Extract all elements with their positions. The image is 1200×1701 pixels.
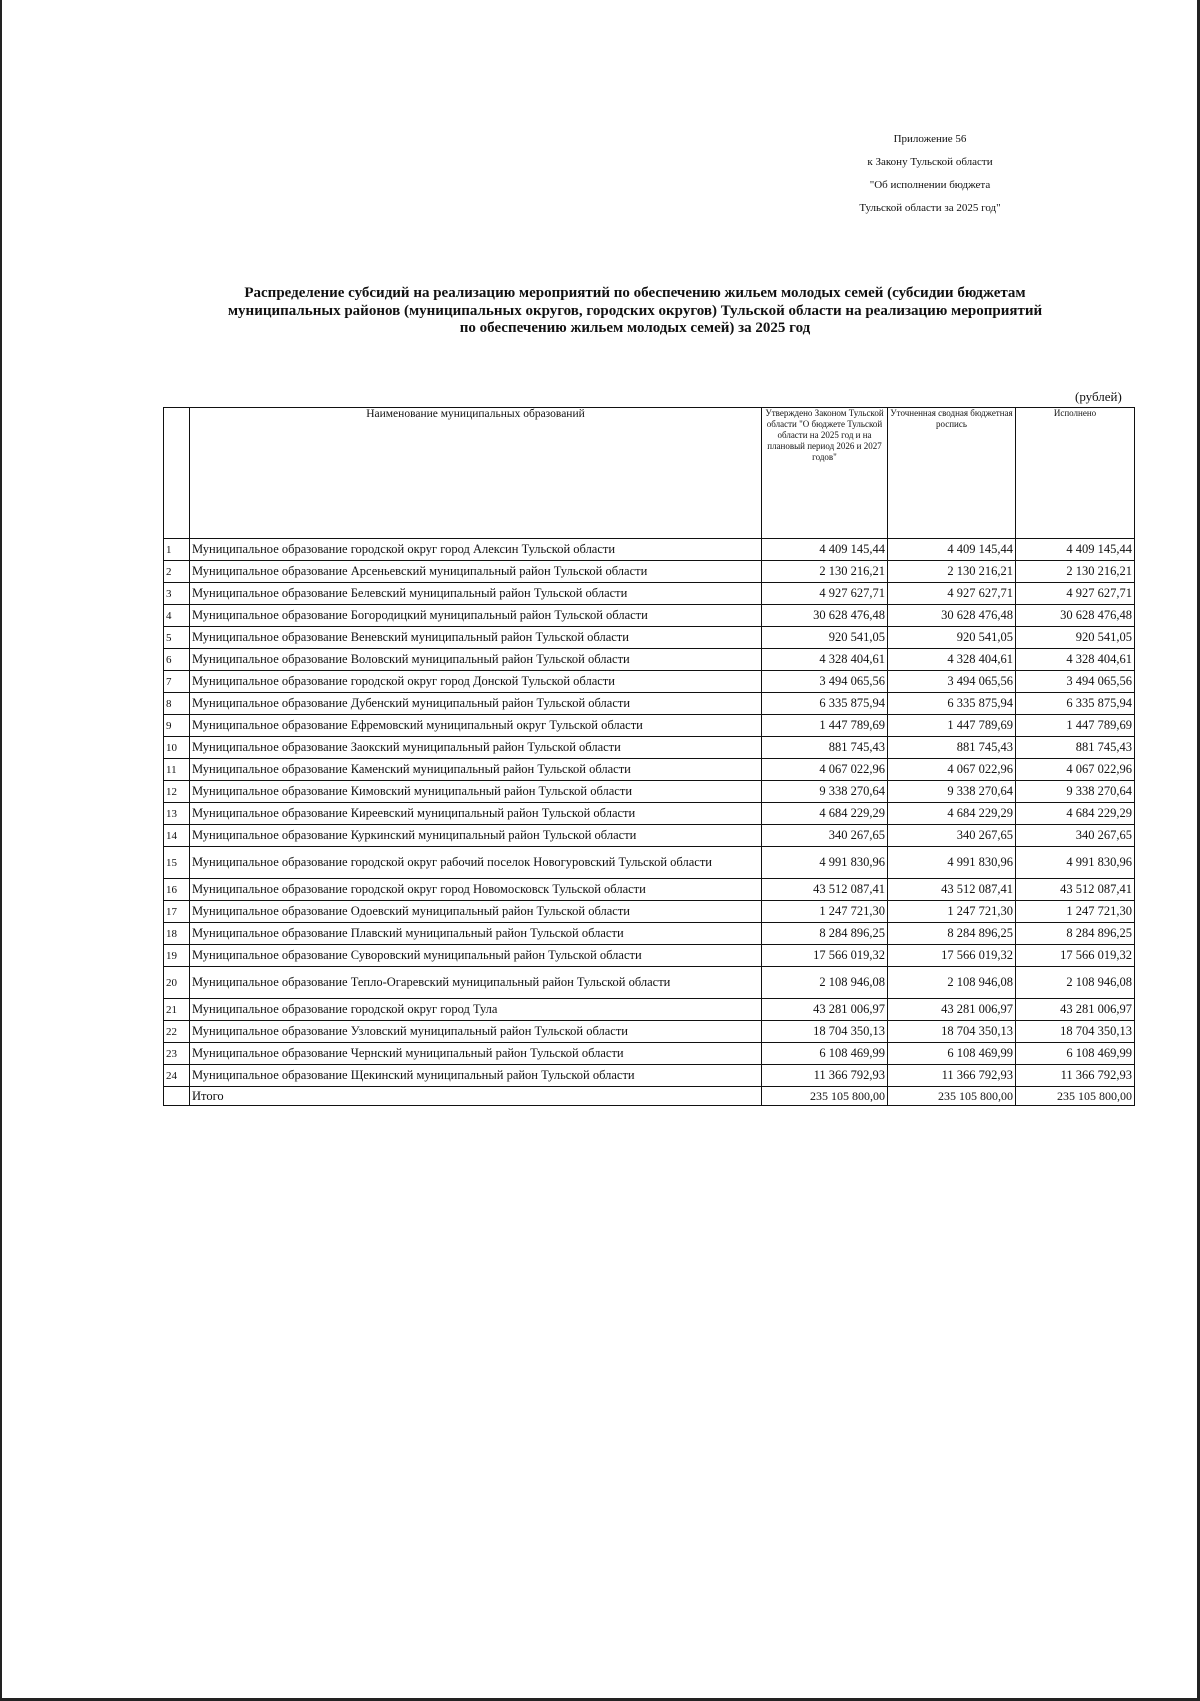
appendix-line: "Об исполнении бюджета [869, 179, 991, 191]
refined-amount: 4 067 022,96 [888, 759, 1016, 781]
table-row [164, 1021, 1135, 1043]
row-number: 17 [164, 901, 190, 923]
approved-amount: 18 704 350,13 [762, 1021, 888, 1043]
executed-amount: 6 108 469,99 [1016, 1043, 1135, 1065]
total-refined: 235 105 800,00 [888, 1087, 1016, 1106]
municipality-name: Муниципальное образование Ефремовский муниципальный округ Тульской области [190, 715, 762, 737]
municipality-name: Муниципальное образование Воловский муниципальный район Тульской области [190, 649, 762, 671]
row-number: 5 [164, 627, 190, 649]
header-approved: Утверждено Законом Тульской области "О бюджете Тульской области на 2025 год и на плановый период 2026 и 2027 годов" [762, 408, 888, 539]
appendix-line: Тульской области за 2025 год" [859, 202, 1001, 214]
refined-amount: 4 927 627,71 [888, 583, 1016, 605]
row-number: 9 [164, 715, 190, 737]
row-number: 19 [164, 945, 190, 967]
table-row [164, 901, 1135, 923]
approved-amount: 2 108 946,08 [762, 967, 888, 999]
approved-amount: 1 447 789,69 [762, 715, 888, 737]
row-number: 14 [164, 825, 190, 847]
executed-amount: 9 338 270,64 [1016, 781, 1135, 803]
title-line: по обеспечению жильем молодых семей) за 2025 год [459, 320, 811, 336]
executed-amount: 6 335 875,94 [1016, 693, 1135, 715]
header-executed: Исполнено [1016, 408, 1135, 539]
table-row [164, 671, 1135, 693]
row-number: 10 [164, 737, 190, 759]
approved-amount: 4 684 229,29 [762, 803, 888, 825]
approved-amount: 17 566 019,32 [762, 945, 888, 967]
approved-amount: 4 067 022,96 [762, 759, 888, 781]
executed-amount: 43 512 087,41 [1016, 879, 1135, 901]
executed-amount: 4 067 022,96 [1016, 759, 1135, 781]
refined-amount: 18 704 350,13 [888, 1021, 1016, 1043]
title-line: муниципальных районов (муниципальных округов, городских округов) Тульской области на реализацию мероприятий [227, 302, 1043, 319]
municipality-name: Муниципальное образование городской округ город Новомосковск Тульской области [190, 879, 762, 901]
row-number: 18 [164, 923, 190, 945]
municipality-name: Муниципальное образование городской округ город Тула [190, 999, 762, 1021]
municipality-name: Муниципальное образование городской округ город Донской Тульской области [190, 671, 762, 693]
table-row [164, 967, 1135, 999]
approved-amount: 6 335 875,94 [762, 693, 888, 715]
row-number: 15 [164, 847, 190, 879]
header-number [164, 408, 190, 539]
table-row [164, 649, 1135, 671]
table-row [164, 759, 1135, 781]
total-row [164, 1087, 1135, 1106]
refined-amount: 17 566 019,32 [888, 945, 1016, 967]
executed-amount: 1 247 721,30 [1016, 901, 1135, 923]
table-row [164, 781, 1135, 803]
row-number: 24 [164, 1065, 190, 1087]
executed-amount: 2 130 216,21 [1016, 561, 1135, 583]
total-approved: 235 105 800,00 [762, 1087, 888, 1106]
refined-amount: 881 745,43 [888, 737, 1016, 759]
municipality-name: Муниципальное образование Заокский муниципальный район Тульской области [190, 737, 762, 759]
row-number: 8 [164, 693, 190, 715]
refined-amount: 920 541,05 [888, 627, 1016, 649]
approved-amount: 2 130 216,21 [762, 561, 888, 583]
table-header-row [164, 408, 1135, 539]
table-row [164, 539, 1135, 561]
refined-amount: 2 108 946,08 [888, 967, 1016, 999]
refined-amount: 2 130 216,21 [888, 561, 1016, 583]
header-name: Наименование муниципальных образований [190, 408, 762, 539]
executed-amount: 17 566 019,32 [1016, 945, 1135, 967]
municipality-name: Муниципальное образование городской округ город Алексин Тульской области [190, 539, 762, 561]
executed-amount: 18 704 350,13 [1016, 1021, 1135, 1043]
approved-amount: 6 108 469,99 [762, 1043, 888, 1065]
municipality-name: Муниципальное образование Каменский муниципальный район Тульской области [190, 759, 762, 781]
table-row [164, 693, 1135, 715]
currency-unit: (рублей) [1075, 389, 1122, 404]
refined-amount: 30 628 476,48 [888, 605, 1016, 627]
approved-amount: 340 267,65 [762, 825, 888, 847]
executed-amount: 11 366 792,93 [1016, 1065, 1135, 1087]
document-title [150, 285, 1120, 338]
row-number: 1 [164, 539, 190, 561]
approved-amount: 4 927 627,71 [762, 583, 888, 605]
executed-amount: 4 991 830,96 [1016, 847, 1135, 879]
refined-amount: 1 247 721,30 [888, 901, 1016, 923]
table-row [164, 1043, 1135, 1065]
refined-amount: 4 991 830,96 [888, 847, 1016, 879]
subsidy-table [163, 407, 1135, 1106]
executed-amount: 920 541,05 [1016, 627, 1135, 649]
executed-amount: 340 267,65 [1016, 825, 1135, 847]
executed-amount: 30 628 476,48 [1016, 605, 1135, 627]
table-row [164, 627, 1135, 649]
municipality-name: Муниципальное образование Чернский муниципальный район Тульской области [190, 1043, 762, 1065]
municipality-name: Муниципальное образование Одоевский муниципальный район Тульской области [190, 901, 762, 923]
municipality-name: Муниципальное образование Узловский муниципальный район Тульской области [190, 1021, 762, 1043]
scan-edge-left [0, 0, 2, 1701]
row-number: 6 [164, 649, 190, 671]
approved-amount: 4 409 145,44 [762, 539, 888, 561]
table-row [164, 803, 1135, 825]
table-row [164, 561, 1135, 583]
approved-amount: 43 281 006,97 [762, 999, 888, 1021]
table-row [164, 737, 1135, 759]
approved-amount: 11 366 792,93 [762, 1065, 888, 1087]
row-number: 7 [164, 671, 190, 693]
municipality-name: Муниципальное образование Арсеньевский муниципальный район Тульской области [190, 561, 762, 583]
row-number: 20 [164, 967, 190, 999]
row-number: 13 [164, 803, 190, 825]
table-row [164, 847, 1135, 879]
approved-amount: 4 328 404,61 [762, 649, 888, 671]
refined-amount: 11 366 792,93 [888, 1065, 1016, 1087]
row-number: 11 [164, 759, 190, 781]
municipality-name: Муниципальное образование Тепло-Огаревский муниципальный район Тульской области [190, 967, 762, 999]
refined-amount: 43 512 087,41 [888, 879, 1016, 901]
refined-amount: 8 284 896,25 [888, 923, 1016, 945]
executed-amount: 1 447 789,69 [1016, 715, 1135, 737]
row-number: 4 [164, 605, 190, 627]
municipality-name: Муниципальное образование Кимовский муниципальный район Тульской области [190, 781, 762, 803]
header-refined: Уточненная сводная бюджетная роспись [888, 408, 1016, 539]
row-number: 21 [164, 999, 190, 1021]
municipality-name: Муниципальное образование Белевский муниципальный район Тульской области [190, 583, 762, 605]
table-row [164, 825, 1135, 847]
refined-amount: 3 494 065,56 [888, 671, 1016, 693]
municipality-name: Муниципальное образование Дубенский муниципальный район Тульской области [190, 693, 762, 715]
municipality-name: Муниципальное образование Куркинский муниципальный район Тульской области [190, 825, 762, 847]
refined-amount: 6 108 469,99 [888, 1043, 1016, 1065]
approved-amount: 920 541,05 [762, 627, 888, 649]
approved-amount: 8 284 896,25 [762, 923, 888, 945]
executed-amount: 4 328 404,61 [1016, 649, 1135, 671]
refined-amount: 6 335 875,94 [888, 693, 1016, 715]
municipality-name: Муниципальное образование Суворовский муниципальный район Тульской области [190, 945, 762, 967]
total-number-cell [164, 1087, 190, 1106]
table-row [164, 605, 1135, 627]
executed-amount: 881 745,43 [1016, 737, 1135, 759]
row-number: 3 [164, 583, 190, 605]
municipality-name: Муниципальное образование Щекинский муниципальный район Тульской области [190, 1065, 762, 1087]
executed-amount: 43 281 006,97 [1016, 999, 1135, 1021]
approved-amount: 881 745,43 [762, 737, 888, 759]
approved-amount: 43 512 087,41 [762, 879, 888, 901]
table-row [164, 945, 1135, 967]
executed-amount: 3 494 065,56 [1016, 671, 1135, 693]
refined-amount: 1 447 789,69 [888, 715, 1016, 737]
total-executed: 235 105 800,00 [1016, 1087, 1135, 1106]
total-label: Итого [190, 1087, 762, 1106]
refined-amount: 43 281 006,97 [888, 999, 1016, 1021]
municipality-name: Муниципальное образование Веневский муниципальный район Тульской области [190, 627, 762, 649]
executed-amount: 4 684 229,29 [1016, 803, 1135, 825]
municipality-name: Муниципальное образование городской округ рабочий поселок Новогуровский Тульской области [190, 847, 762, 879]
executed-amount: 4 927 627,71 [1016, 583, 1135, 605]
refined-amount: 4 328 404,61 [888, 649, 1016, 671]
title-line: Распределение субсидий на реализацию мероприятий по обеспечению жильем молодых семей (субсидии бюджетам [244, 285, 1026, 301]
municipality-name: Муниципальное образование Богородицкий муниципальный район Тульской области [190, 605, 762, 627]
approved-amount: 30 628 476,48 [762, 605, 888, 627]
refined-amount: 340 267,65 [888, 825, 1016, 847]
row-number: 16 [164, 879, 190, 901]
municipality-name: Муниципальное образование Киреевский муниципальный район Тульской области [190, 803, 762, 825]
table-row [164, 879, 1135, 901]
table-row [164, 583, 1135, 605]
row-number: 22 [164, 1021, 190, 1043]
refined-amount: 4 684 229,29 [888, 803, 1016, 825]
approved-amount: 3 494 065,56 [762, 671, 888, 693]
approved-amount: 1 247 721,30 [762, 901, 888, 923]
executed-amount: 2 108 946,08 [1016, 967, 1135, 999]
municipality-name: Муниципальное образование Плавский муниципальный район Тульской области [190, 923, 762, 945]
table-row [164, 999, 1135, 1021]
refined-amount: 9 338 270,64 [888, 781, 1016, 803]
row-number: 12 [164, 781, 190, 803]
row-number: 2 [164, 561, 190, 583]
refined-amount: 4 409 145,44 [888, 539, 1016, 561]
appendix-line: к Закону Тульской области [867, 156, 993, 168]
appendix-line: Приложение 56 [893, 133, 967, 145]
executed-amount: 4 409 145,44 [1016, 539, 1135, 561]
approved-amount: 9 338 270,64 [762, 781, 888, 803]
row-number: 23 [164, 1043, 190, 1065]
table-row [164, 715, 1135, 737]
approved-amount: 4 991 830,96 [762, 847, 888, 879]
executed-amount: 8 284 896,25 [1016, 923, 1135, 945]
appendix-block [830, 128, 1030, 220]
table-row [164, 923, 1135, 945]
table-row [164, 1065, 1135, 1087]
